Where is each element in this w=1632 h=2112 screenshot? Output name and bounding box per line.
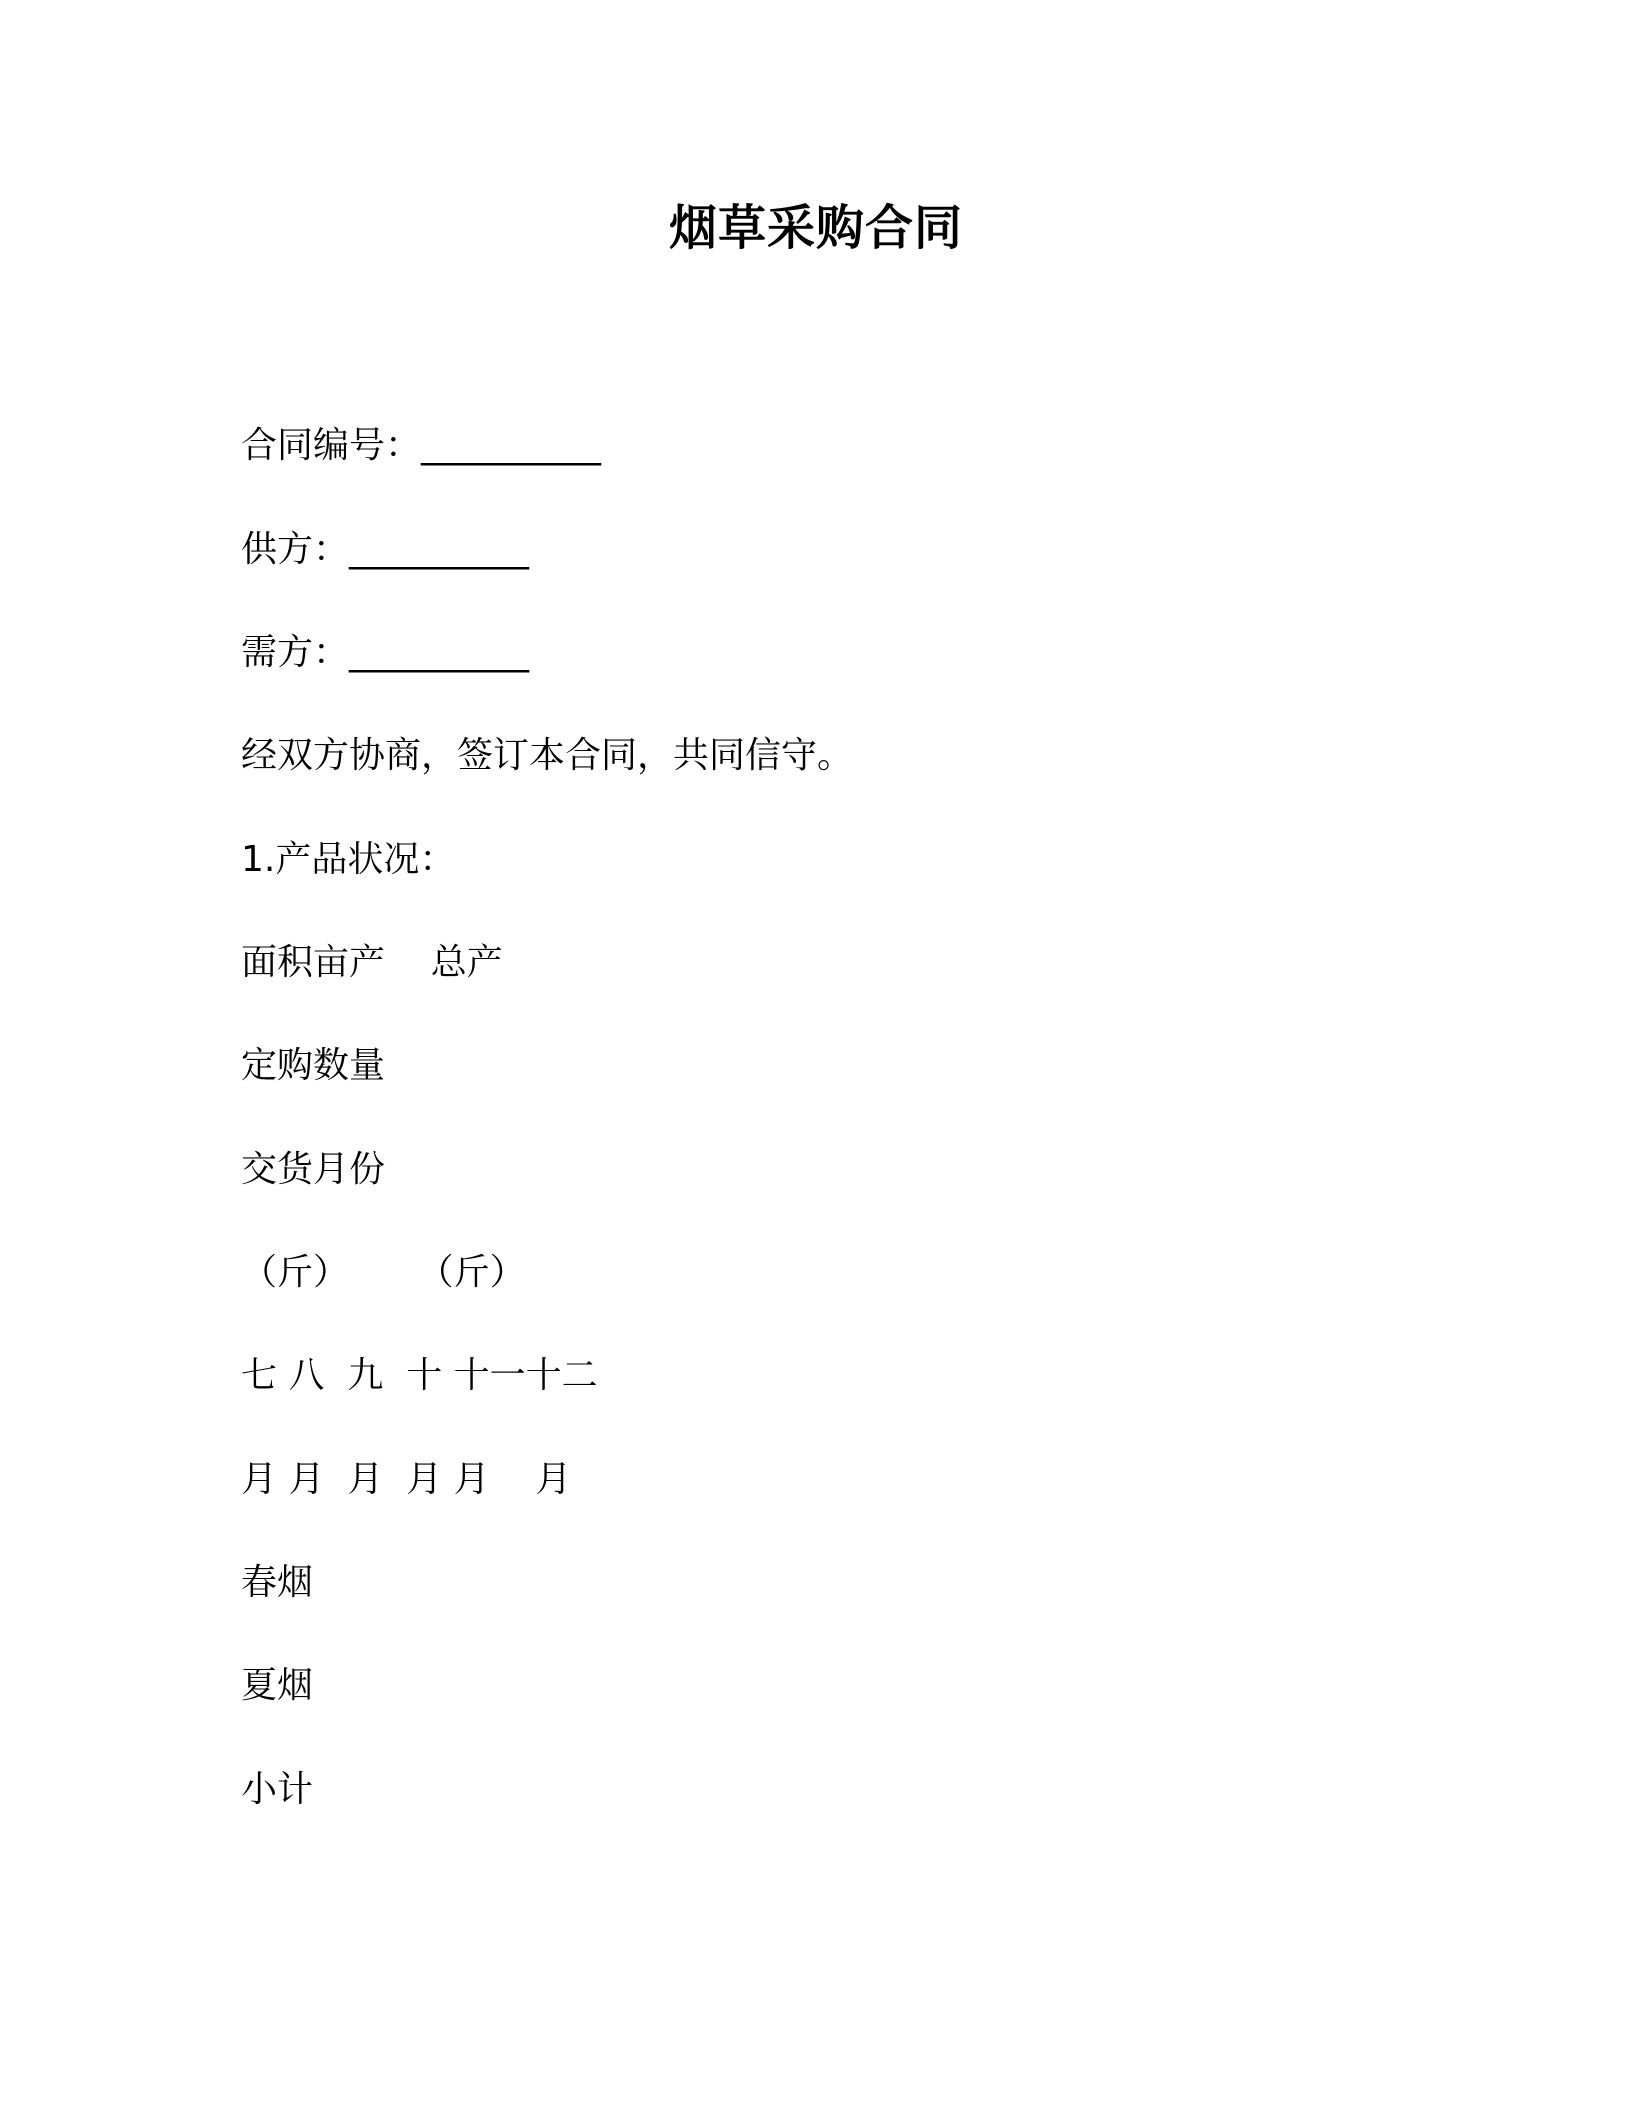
buyer-field: 需方：__________ <box>241 632 530 673</box>
table-header-delivery-month: 交货月份 <box>241 1149 386 1190</box>
table-header-order-quantity: 定购数量 <box>241 1045 386 1086</box>
table-header-area-yield: 面积亩产 总产 <box>241 942 503 983</box>
section-heading-product-status: 1.产品状况： <box>241 839 456 880</box>
table-row-subtotal: 小计 <box>241 1769 314 1810</box>
table-month-labels-row: 月 月 月 月 月 月 <box>241 1459 572 1500</box>
agreement-statement: 经双方协商，签订本合同，共同信守。 <box>241 735 854 776</box>
table-unit-row: （斤） （斤） <box>241 1252 526 1293</box>
contract-number-field: 合同编号：__________ <box>241 425 602 466</box>
contract-title: 烟草采购合同 <box>668 200 963 256</box>
table-month-numbers-row: 七 八 九 十 十一十二 <box>241 1355 598 1396</box>
table-row-summer-tobacco: 夏烟 <box>241 1665 314 1706</box>
supplier-field: 供方：__________ <box>241 529 530 570</box>
table-row-spring-tobacco: 春烟 <box>241 1562 314 1603</box>
